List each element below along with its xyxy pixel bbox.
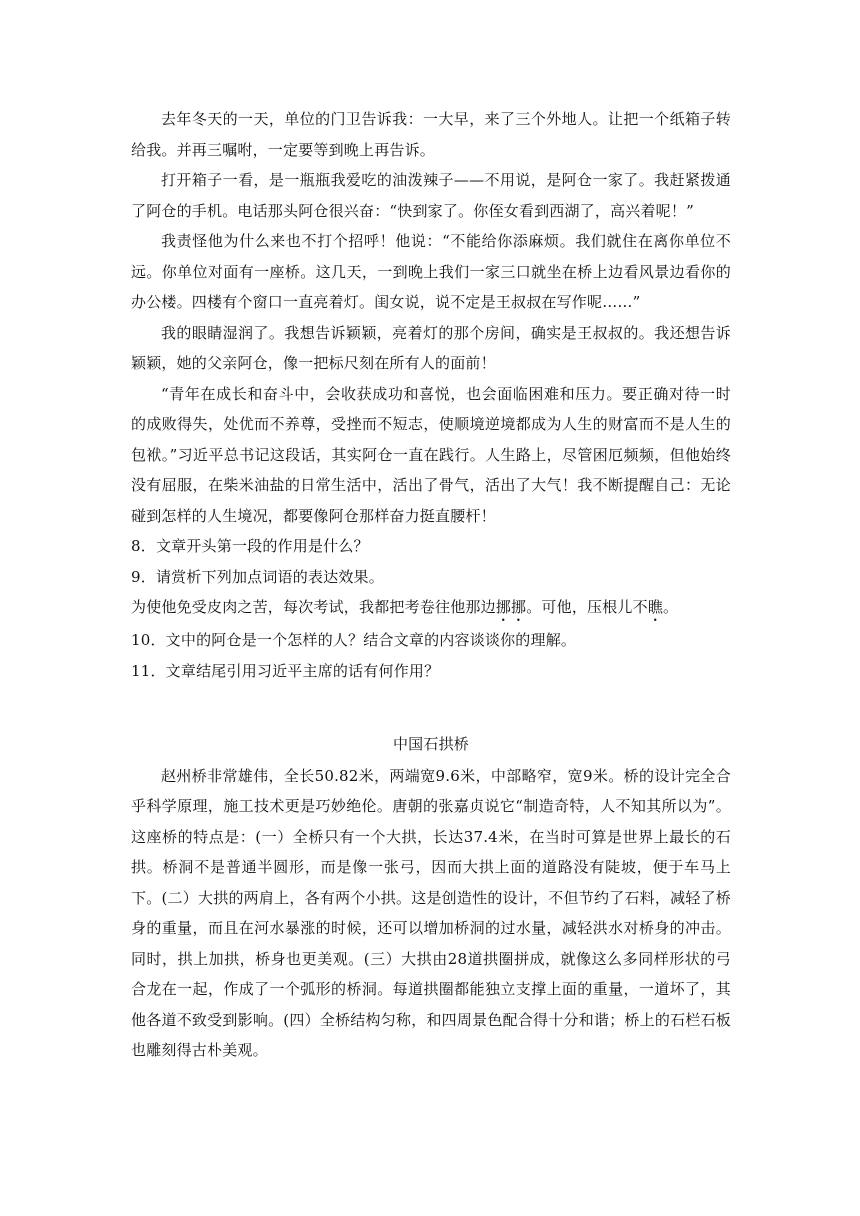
question-10: 10．文中的阿仓是一个怎样的人？结合文章的内容谈谈你的理解。	[131, 631, 577, 649]
passage-1-paragraph-2: 打开箱子一看，是一瓶瓶我爱吃的油泼辣子——不用说，是阿仓一家了。我赶紧拨通了阿仓的手机。电话那头阿仓很兴奋：“快到家了。你侄女看到西湖了，高兴着呢！”	[131, 171, 731, 220]
questions	[131, 531, 731, 686]
passage-2-paragraph: 赵州桥非常雄伟，全长50.82米，两端宽9.6米，中部略窄，宽9米。桥的设计完全合乎科学原理，施工技术更是巧妙绝伦。唐朝的张嘉贞说它“制造奇特，人不知其所以为”。这座桥的特点是：(一）全桥只有一个大拱，长达37.4米，在当时可算是世界上最长的石拱。桥洞不是普通半圆形，而是像一张弓，因而大拱上面的道路没有陡坡，便于车马上下。(二）大拱的两肩上，各有两个小拱。这是创造性的设计，不但节约了石料，减轻了桥身的重量，而且在河水暴涨的时候，还可以增加桥洞的过水量，减轻洪水对桥身的冲击。同时，拱上加拱，桥身也更美观。(三）大拱由28道拱圈拼成，就像这么多同样形状的弓合龙在一起，作成了一个弧形的桥洞。每道拱圈都能独立支撑上面的重量，一道坏了，其他各道不致受到影响。(四）全桥结构匀称，和四周景色配合得十分和谐；桥上的石栏石板也雕刻得古朴美观。	[131, 766, 731, 1059]
emphasized-word-nuonuo: 挪挪	[495, 598, 527, 616]
passage-1-paragraph-4: 我的眼睛湿润了。我想告诉颖颖，亮着灯的那个房间，确实是王叔叔的。我还想告诉颖颖，她的父亲阿仓，像一把标尺刻在所有人的面前！	[131, 323, 731, 372]
passage-2-title: 中国石拱桥	[392, 735, 469, 753]
question-9-sentence-part-1: 为使他免受皮肉之苦，每次考试，我都把考卷往他那边	[131, 598, 496, 616]
question-9-sentence-part-2: 。可他，压根儿不	[526, 598, 648, 616]
question-9: 9．请赏析下列加点词语的表达效果。	[131, 567, 384, 586]
passage-1-paragraph-1: 去年冬天的一天，单位的门卫告诉我：一大早，来了三个外地人。让把一个纸箱子转给我。并再三嘱咐，一定要等到晚上再告诉。	[131, 110, 731, 159]
passage-1-paragraph-5: “青年在成长和奋斗中，会收获成功和喜悦，也会面临困难和压力。要正确对待一时的成败得失，处优而不养尊，受挫而不短志，使顺境逆境都成为人生的财富而不是人生的包袱。”习近平总书记这段话，其实阿仓一直在践行。人生路上，尽管困厄频频，但他始终没有屈服，在柴米油盐的日常生活中，活出了骨气，活出了大气！我不断提醒自己：无论碰到怎样的人生境况，都要像阿仓那样奋力挺直腰杆！	[131, 384, 731, 525]
passage-2	[131, 729, 731, 1066]
emphasized-word-qiao: 瞧	[647, 598, 664, 616]
document-content	[131, 104, 731, 1066]
section-gap	[131, 686, 731, 729]
question-9-sentence	[131, 592, 731, 625]
question-9-sentence-part-3: 。	[663, 598, 679, 616]
question-11: 11．文章结尾引用习近平主席的话有何作用？	[131, 661, 440, 680]
passage-1	[131, 104, 731, 531]
question-8: 8．文章开头第一段的作用是什么？	[131, 537, 369, 555]
passage-1-paragraph-3: 我责怪他为什么来也不打个招呼！他说：“不能给你添麻烦。我们就住在离你单位不远。你单位对面有一座桥。这几天，一到晚上我们一家三口就坐在桥上边看风景边看你的办公楼。四楼有个窗口一直亮着灯。闺女说，说不定是王叔叔在写作呢……”	[131, 232, 731, 311]
